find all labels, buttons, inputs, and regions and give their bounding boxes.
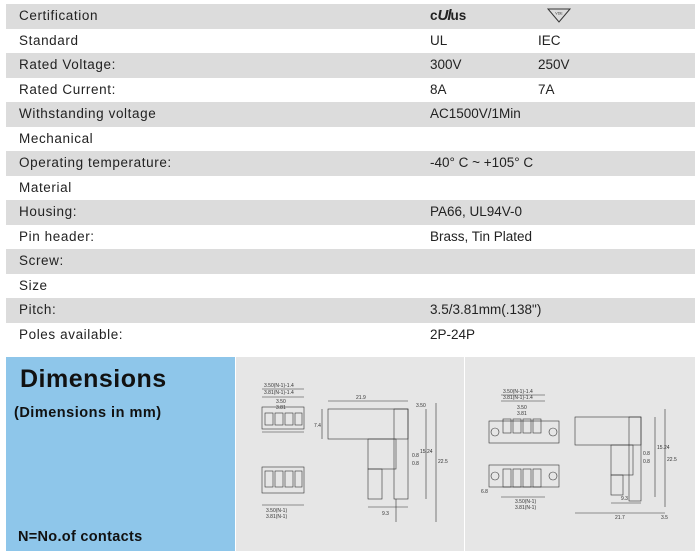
spec-value-ul: 300V — [430, 57, 462, 72]
spec-row — [6, 151, 695, 176]
spec-row — [6, 102, 695, 127]
spec-row — [6, 323, 695, 348]
ul-certification-icon — [430, 4, 466, 29]
spec-row — [6, 78, 695, 103]
dim2-68: 6.8 — [481, 489, 488, 495]
spec-row — [6, 29, 695, 54]
spec-value-ul: 3.5/3.81mm(.138") — [430, 302, 542, 317]
spec-label: Operating temperature: — [19, 155, 172, 170]
dimensions-section — [6, 357, 695, 551]
dim2-08a: 0.8 — [643, 451, 650, 457]
spec-label: Size — [19, 277, 48, 293]
dim2-225: 22.5 — [667, 457, 677, 463]
dimensions-header-panel — [6, 357, 235, 551]
vde-certification-icon — [546, 8, 572, 23]
technical-drawing-straight — [236, 357, 464, 551]
spec-value-ul: PA66, UL94V-0 — [430, 204, 523, 219]
dim-top-350: 3.50(N-1)-1.4 — [264, 383, 294, 389]
vde-mark-text: VDE — [555, 11, 563, 16]
dim-bottom-381: 3.81(N-1) — [266, 514, 288, 520]
spec-row — [6, 274, 695, 299]
spec-value-ul: 8A — [430, 81, 447, 97]
spec-label: Material — [19, 179, 72, 195]
spec-row — [6, 176, 695, 201]
spec-row — [6, 225, 695, 250]
dim2-08b: 0.8 — [643, 459, 650, 465]
drawing-panel-straight — [236, 357, 464, 551]
spec-value-ul: 2P-24P — [430, 326, 476, 342]
dim-08a: 0.8 — [412, 453, 419, 459]
drawing-panel-flanged — [465, 357, 695, 551]
spec-label: Standard — [19, 32, 79, 48]
dim-225: 22.5 — [438, 459, 448, 465]
spec-row — [6, 4, 695, 29]
dim-bottom-350: 3.50(N-1) — [266, 508, 288, 514]
dim2-35: 3.5 — [661, 515, 668, 521]
dim2-bottom-350: 3.50(N-1) — [515, 499, 537, 505]
spec-value-ul: Brass, Tin Plated — [430, 228, 533, 244]
dim-219: 21.9 — [356, 395, 366, 401]
dimensions-subtitle: (Dimensions in mm) — [14, 405, 162, 421]
spec-label: Certification — [19, 8, 99, 23]
contacts-note: N=No.of contacts — [18, 529, 143, 545]
dim2-top-381: 3.81(N-1)-1.4 — [503, 395, 533, 401]
spec-row — [6, 249, 695, 274]
spec-label: Withstanding voltage — [19, 106, 157, 121]
dim2-pitch-381: 3.81 — [517, 411, 527, 417]
spec-label: Pitch: — [19, 302, 57, 317]
ul-mark-core: Ul — [437, 7, 451, 24]
dim2-217: 21.7 — [615, 515, 625, 521]
spec-value-ul: AC1500V/1Min — [430, 106, 521, 121]
dim-08b: 0.8 — [412, 461, 419, 467]
dim-pitch-381: 3.81 — [276, 405, 286, 411]
spec-label: Rated Current: — [19, 81, 116, 97]
dim2-top-350: 3.50(N-1)-1.4 — [503, 389, 533, 395]
spec-value-ul: -40° C ~ +105° C — [430, 155, 534, 170]
spec-row — [6, 53, 695, 78]
dim-350-side: 3.50 — [416, 403, 426, 409]
spec-label: Rated Voltage: — [19, 57, 116, 72]
dim-top-381: 3.81(N-1)-1.4 — [264, 390, 294, 396]
dim2-1524: 15.24 — [657, 445, 670, 451]
dim-1524: 15.24 — [420, 449, 433, 455]
spec-label: Housing: — [19, 204, 78, 219]
spec-row — [6, 298, 695, 323]
technical-drawing-flanged — [465, 357, 695, 551]
dimensions-title: Dimensions — [20, 365, 167, 393]
dim2-pitch-350: 3.50 — [517, 405, 527, 411]
ul-mark-prefix: c — [430, 8, 438, 23]
dim-93: 9.3 — [382, 511, 389, 517]
dim-pitch-350: 3.50 — [276, 399, 286, 405]
dim-74: 7.4 — [314, 423, 321, 429]
spec-label: Pin header: — [19, 228, 95, 244]
spec-value-ul: UL — [430, 32, 448, 48]
dim2-bottom-381: 3.81(N-1) — [515, 505, 537, 511]
spec-row — [6, 200, 695, 225]
spec-value-iec: 250V — [538, 57, 570, 72]
spec-label: Poles available: — [19, 326, 124, 342]
spec-label: Screw: — [19, 253, 64, 268]
spec-row — [6, 127, 695, 152]
spec-value-iec: IEC — [538, 32, 561, 48]
dim2-93: 9.3 — [621, 496, 628, 502]
specification-table — [6, 4, 695, 347]
ul-mark-suffix: us — [450, 8, 467, 23]
spec-label: Mechanical — [19, 130, 94, 146]
spec-value-iec: 7A — [538, 81, 555, 97]
